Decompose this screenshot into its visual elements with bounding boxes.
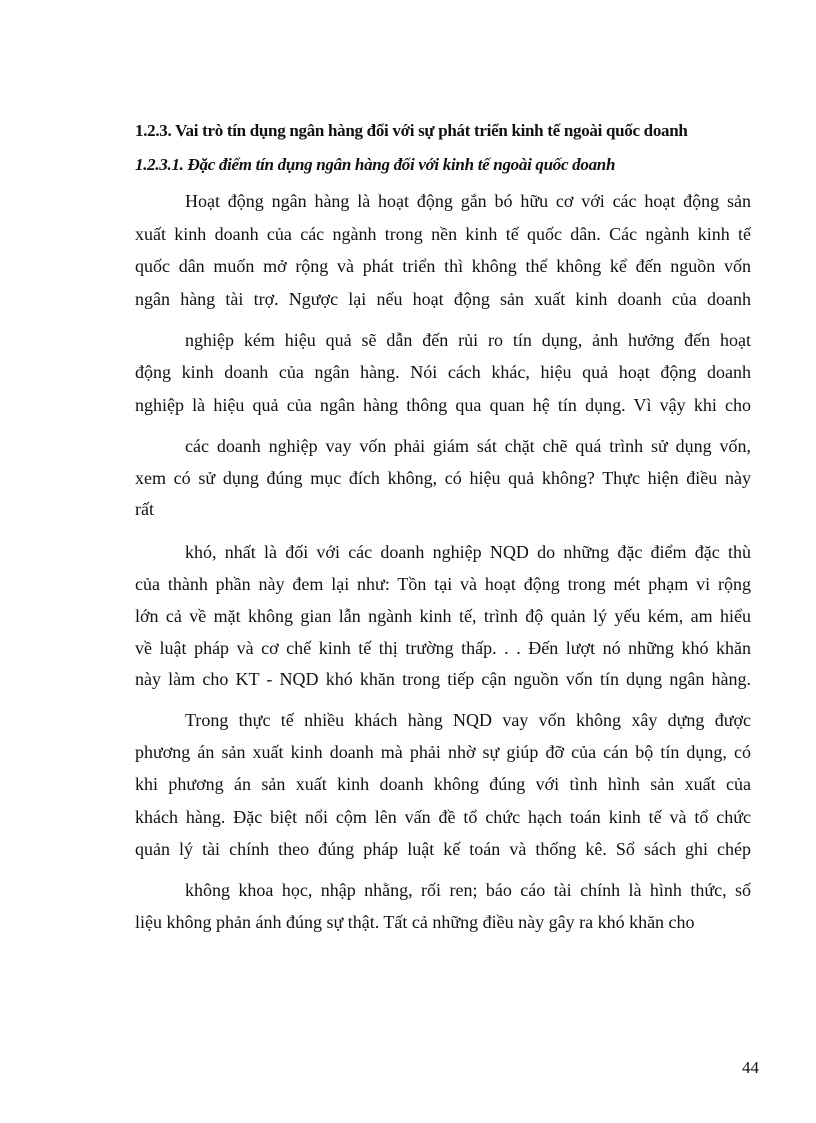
text-line: ngân hàng tài trợ. Ngược lại nếu hoạt động sản xuất kinh doanh của doanh	[135, 289, 751, 309]
section-heading: 1.2.3. Vai trò tín dụng ngân hàng đối với sự phát triển kinh tế ngoài quốc doanh	[135, 121, 688, 140]
text-line: Hoạt động ngân hàng là hoạt động gắn bó hữu cơ với các hoạt động sản	[185, 191, 751, 211]
text-line: liệu không phản ánh đúng sự thật. Tất cả những điều này gây ra khó khăn cho	[135, 912, 695, 932]
text-line: khách hàng. Đặc biệt nổi cộm lên vấn đề tổ chức hạch toán kinh tế và tổ chức	[135, 807, 751, 827]
subsection-heading: 1.2.3.1. Đặc điểm tín dụng ngân hàng đối với kinh tế ngoài quốc doanh	[135, 155, 616, 174]
text-line: quản lý tài chính theo đúng pháp luật kế toán và thống kê. Sổ sách ghi chép	[135, 839, 751, 859]
text-line: của thành phần này đem lại như: Tồn tại và hoạt động trong mét phạm vi rộng	[135, 574, 751, 594]
text-line: khi phương án sản xuất kinh doanh không đúng với tình hình sản xuất của	[135, 774, 751, 794]
text-line: rất	[135, 499, 154, 519]
text-line: lớn cả về mặt không gian lẫn ngành kinh tế, trình độ quản lý yếu kém, am hiểu	[135, 606, 751, 626]
text-line: động kinh doanh của ngân hàng. Nói cách khác, hiệu quả hoạt động doanh	[135, 362, 751, 382]
text-line: xuất kinh doanh của các ngành trong nền kinh tế quốc dân. Các ngành kinh tế	[135, 224, 751, 244]
text-line: quốc dân muốn mở rộng và phát triển thì không thể không kể đến nguồn vốn	[135, 256, 751, 276]
text-line: này làm cho KT - NQD khó khăn trong tiếp cận nguồn vốn tín dụng ngân hàng.	[135, 669, 751, 689]
text-line: xem có sử dụng đúng mục đích không, có hiệu quả không? Thực hiện điều này	[135, 468, 751, 488]
text-line: phương án sản xuất kinh doanh mà phải nhờ sự giúp đỡ của cán bộ tín dụng, có	[135, 742, 751, 762]
text-line: về luật pháp và cơ chế kinh tế thị trường thấp. . . Đến lượt nó những khó khăn	[135, 638, 751, 658]
text-line: khó, nhất là đối với các doanh nghiệp NQD do những đặc điểm đặc thù	[185, 542, 751, 562]
page-number: 44	[742, 1058, 759, 1077]
text-line: không khoa học, nhập nhằng, rối ren; báo cáo tài chính là hình thức, số	[185, 880, 751, 900]
text-line: Trong thực tế nhiều khách hàng NQD vay vốn không xây dựng được	[185, 710, 751, 730]
text-line: nghiệp kém hiệu quả sẽ dẫn đến rủi ro tín dụng, ảnh hưởng đến hoạt	[185, 330, 751, 350]
text-line: các doanh nghiệp vay vốn phải giám sát chặt chẽ quá trình sử dụng vốn,	[185, 436, 751, 456]
text-line: nghiệp là hiệu quả của ngân hàng thông qua quan hệ tín dụng. Vì vậy khi cho	[135, 395, 751, 415]
